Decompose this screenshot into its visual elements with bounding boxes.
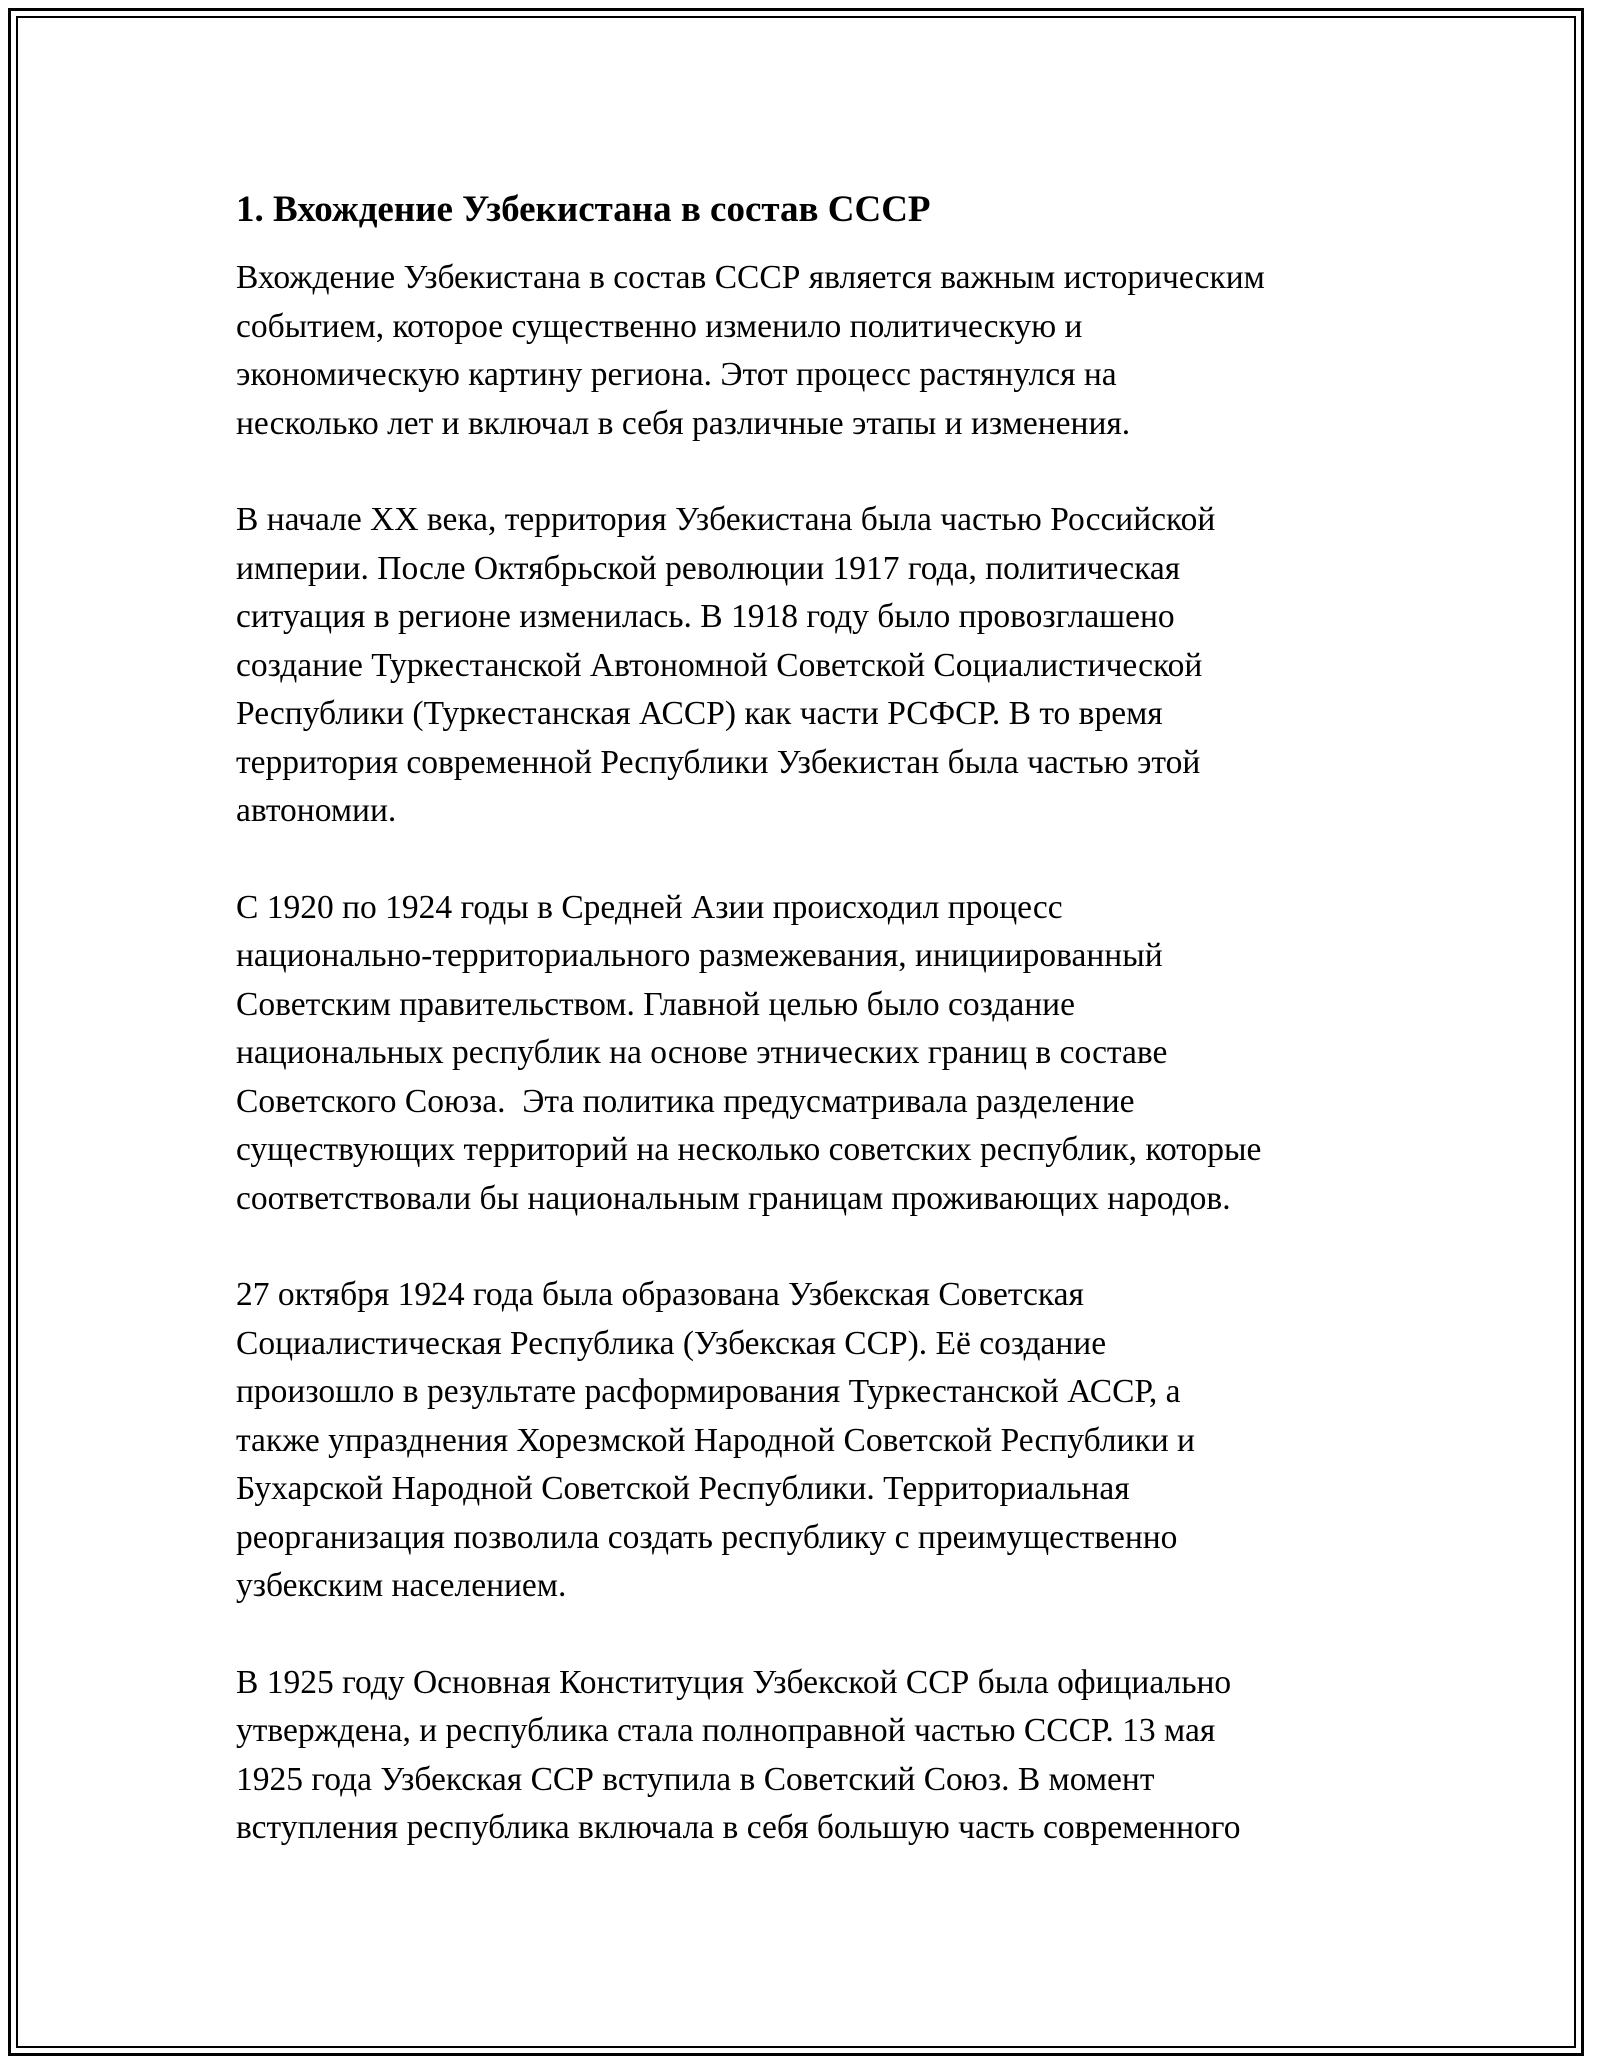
paragraph-formation-1924: [236, 1271, 1396, 1611]
text-line: Республики (Туркестанская АССР) как части РСФСР. В то время: [236, 695, 1163, 732]
text-line: ситуация в регионе изменилась. В 1918 году было провозглашено: [236, 598, 1175, 635]
text-line: Бухарской Народной Советской Республики. Территориальная: [236, 1470, 1130, 1507]
text-line: несколько лет и включал в себя различные этапы и изменения.: [236, 404, 1131, 442]
text-line: Советским правительством. Главной целью было создание: [236, 985, 1075, 1023]
text-line: национально-территориального размежевания, инициированный: [236, 937, 1163, 974]
text-line: утверждена, и республика стала полноправной частью СССР. 13 мая: [236, 1712, 1216, 1749]
text-line: узбекским населением.: [236, 1567, 567, 1604]
paragraph-intro: [236, 254, 1396, 448]
text-line: произошло в результате расформирования Туркестанской АССР, а: [236, 1373, 1181, 1410]
text-line: 27 октября 1924 года была образована Узбекская Советская: [236, 1276, 1084, 1313]
text-line: В начале XX века, территория Узбекистана была частью Российской: [236, 501, 1216, 538]
text-line: Вхождение Узбекистана в состав СССР является важным историческим: [236, 259, 1265, 296]
text-line: вступления республика включала в себя большую часть современного: [236, 1809, 1241, 1846]
paragraph-constitution-1925: [236, 1659, 1396, 1853]
text-line: 1925 года Узбекская ССР вступила в Советский Союз. В момент: [236, 1760, 1155, 1798]
paragraph-early-20th-century: [236, 496, 1396, 836]
text-line: существующих территорий на несколько советских республик, которые: [236, 1131, 1262, 1168]
text-line: создание Туркестанской Автономной Советской Социалистической: [236, 646, 1203, 684]
text-line: В 1925 году Основная Конституция Узбекской ССР была официально: [236, 1663, 1232, 1701]
section-heading: 1. Вхождение Узбекистана в состав СССР: [236, 189, 931, 230]
text-line: экономическую картину региона. Этот процесс растянулся на: [236, 356, 1117, 393]
paragraph-delimitation: [236, 884, 1396, 1224]
text-line: также упразднения Хорезмской Народной Советской Республики и: [236, 1421, 1195, 1459]
document-body: [236, 186, 1396, 1901]
text-line: национальных республик на основе этнических границ в составе: [236, 1034, 1168, 1071]
text-line: реорганизация позволила создать республику с преимущественно: [236, 1518, 1178, 1556]
text-line: соответствовали бы национальным границам проживающих народов.: [236, 1179, 1231, 1217]
text-line: автономии.: [236, 792, 397, 829]
text-line: территория современной Республики Узбекистан была частью этой: [236, 743, 1201, 781]
text-line: Советского Союза. Эта политика предусматривала разделение: [236, 1082, 1135, 1120]
text-line: событием, которое существенно изменило политическую и: [236, 307, 1083, 345]
text-line: С 1920 по 1924 годы в Средней Азии происходил процесс: [236, 888, 1063, 926]
text-line: империи. После Октябрьской революции 1917 года, политическая: [236, 549, 1181, 587]
text-line: Социалистическая Республика (Узбекская ССР). Её создание: [236, 1324, 1107, 1362]
